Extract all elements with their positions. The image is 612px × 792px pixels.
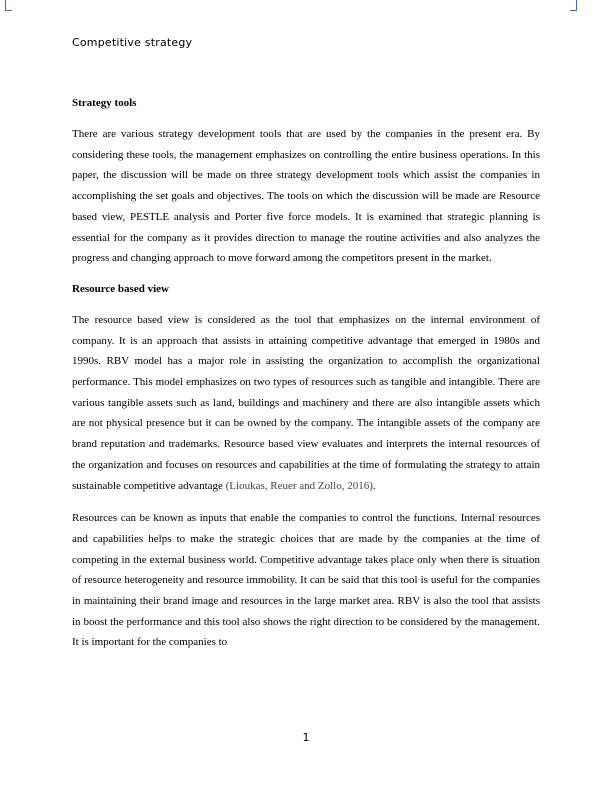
text-boundary-mark-left	[5, 0, 12, 11]
document-body	[72, 95, 540, 653]
paragraph-rbv-intro-text: The resource based view is considered as the tool that emphasizes on the internal environment of company. It is an approach that assists in attaining competitive advantage that emerged in 1980s and 1990s. RBV model has a major role in assisting the organization to accomplish the organizational performance. This model emphasizes on two types of resources such as tangible and intangible. There are various tangible assets such as land, buildings and machinery and there are also intangible assets which are not physical presence but it can be owned by the company. The intangible assets of the company are brand reputation and trademarks. Resource based view evaluates and interprets the internal resources of the organization and focuses on resources and capabilities at the time of formulating the strategy to attain sustainable competitive advantage	[72, 313, 540, 492]
citation: (Lioukas, Reuer and Zollo, 2016)	[225, 479, 373, 492]
paragraph-rbv-intro-end: .	[372, 479, 376, 492]
section-heading-resource-based-view: Resource based view	[72, 282, 169, 295]
paragraph-strategy-tools: There are various strategy development tools that are used by the companies in the present era. By considering these tools, the management emphasizes on controlling the entire business operations. In this paper, the discussion will be made on three strategy development tools which assist the companies in accomplishing the set goals and objectives. The tools on which the discussion will be made are Resource based view, PESTLE analysis and Porter five force models. It is examined that strategic planning is essential for the company as it provides direction to manage the routine activities and also analyzes the progress and changing approach to move forward among the competitors present in the market.	[72, 128, 540, 265]
page-header: Competitive strategy	[72, 36, 193, 49]
paragraph-rbv-resources: Resources can be known as inputs that enable the companies to control the functions. Internal resources and capabilities helps to make the strategic choices that are made by the companies at the time of competing in the external business world. Competitive advantage takes place only when there is situation of resource heterogeneity and resource immobility. It can be said that this tool is useful for the companies in maintaining their brand image and resources in the large market area. RBV is also the tool that assists in boost the performance and this tool also shows the right direction to be considered by the management. It is important for the companies to	[72, 512, 540, 649]
section-heading-strategy-tools: Strategy tools	[72, 97, 137, 109]
text-boundary-mark-right	[570, 0, 577, 11]
paragraph-rbv-intro	[72, 310, 540, 496]
page-number: 1	[302, 731, 310, 744]
